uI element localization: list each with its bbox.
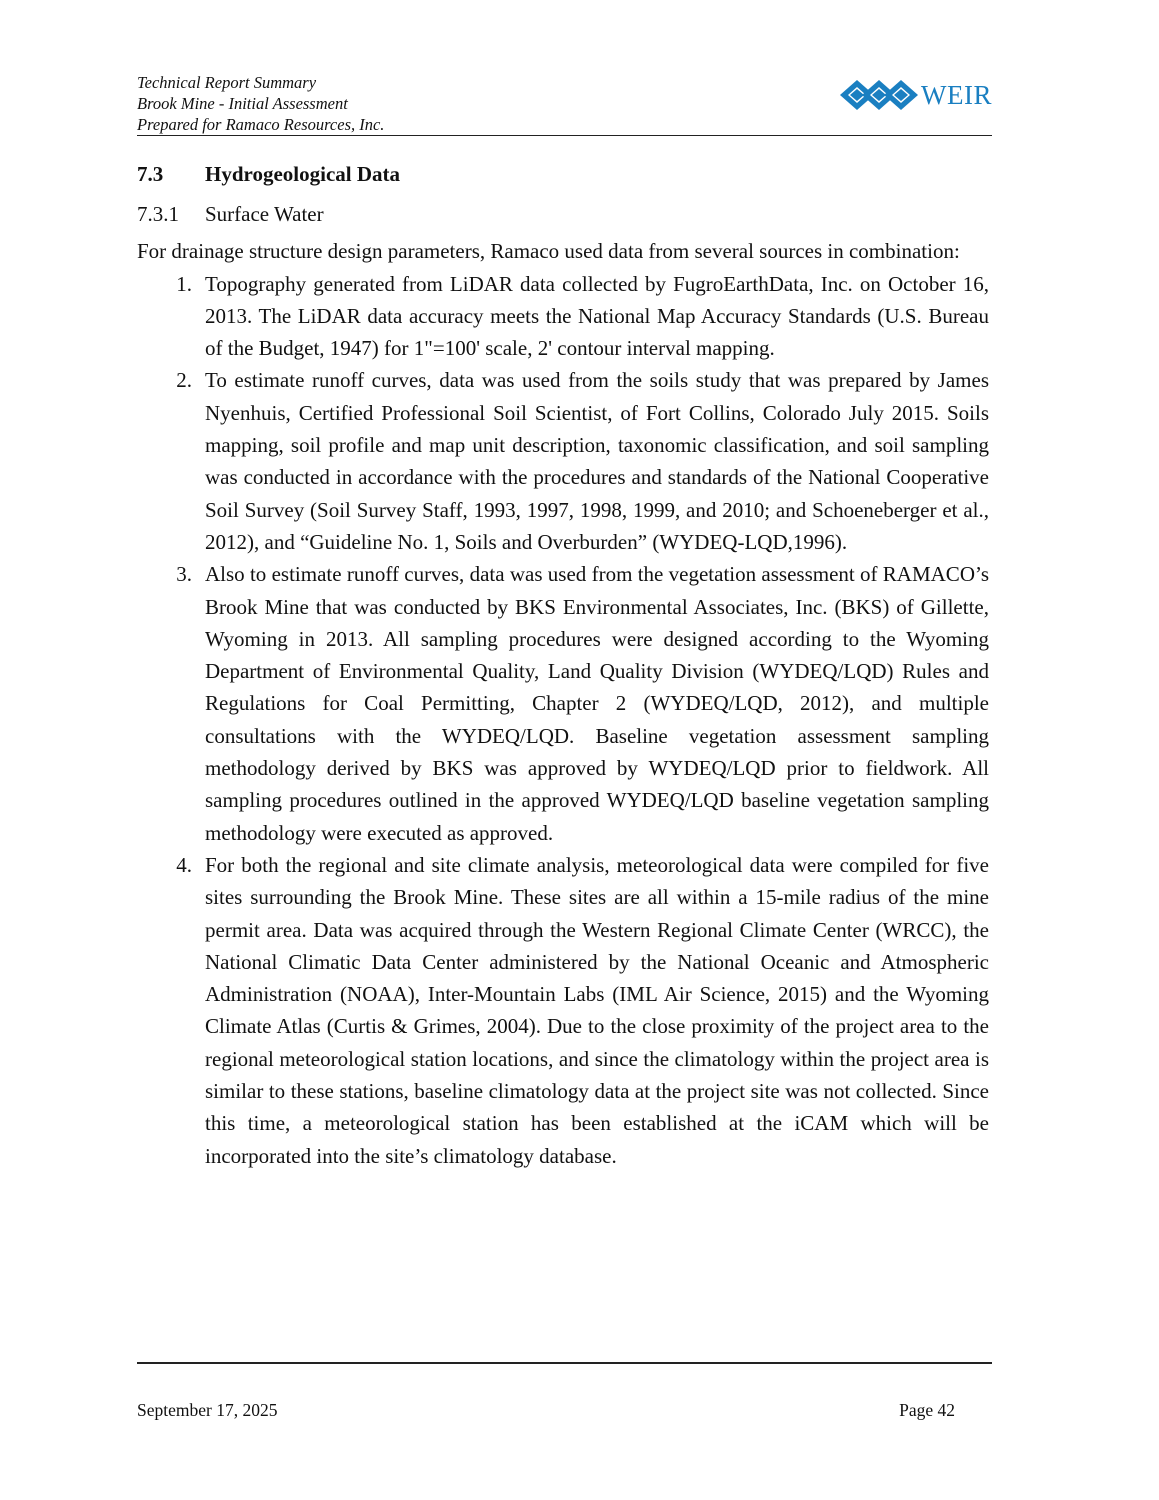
chevron-diamonds-icon bbox=[840, 78, 920, 112]
page-number: Page 42 bbox=[899, 1400, 955, 1420]
subsection-number: 7.3.1 bbox=[137, 202, 179, 226]
header-line-project: Brook Mine - Initial Assessment bbox=[137, 94, 348, 113]
list-item-text: Also to estimate runoff curves, data was used from the vegetation assessment of RAMACO’s Brook Mine that was conducted by BKS Environmental Associates, Inc. (BKS) of Gillette, Wyoming in 2013. All sampling procedures were designed according to the Wyoming Department of Environmental Quality, Land Quality Division (WYDEQ/LQD) Rules and Regulations for Coal Permitting, Chapter 2 (WYDEQ/LQD, 2012), and multiple consultations with the WYDEQ/LQD. Baseline vegetation assessment sampling methodology derived by BKS was approved by WYDEQ/LQD prior to fieldwork. All sampling procedures outlined in the approved WYDEQ/LQD baseline vegetation sampling methodology were executed as approved. bbox=[205, 562, 989, 845]
weir-logo bbox=[840, 78, 992, 112]
list-item bbox=[137, 849, 989, 1172]
list-item-number: 3. bbox=[176, 562, 192, 587]
list-item bbox=[137, 268, 989, 365]
list-item-number: 1. bbox=[176, 271, 192, 296]
list-item bbox=[137, 364, 989, 558]
section-number: 7.3 bbox=[137, 162, 164, 186]
list-item-number: 4. bbox=[176, 852, 192, 877]
footer-date: September 17, 2025 bbox=[137, 1400, 278, 1420]
subsection-heading bbox=[137, 198, 989, 230]
header-line-report-type: Technical Report Summary bbox=[137, 73, 317, 92]
list-item-text: To estimate runoff curves, data was used from the soils study that was prepared by James Nyenhuis, Certified Professional Soil Scientist, of Fort Collins, Colorado July 2015. Soils mapping, soil profile and map unit description, taxonomic classification, and soil sampling was conducted in accordance with the procedures and standards of the National Cooperative Soil Survey (Soil Survey Staff, 1993, 1997, 1998, 1999, and 2010; and Schoeneberger et al., 2012), and “Guideline No. 1, Soils and Overburden” (WYDEQ-LQD,1996). bbox=[205, 368, 989, 554]
logo-wordmark: WEIR bbox=[921, 80, 992, 110]
section-title: Hydrogeological Data bbox=[205, 162, 401, 186]
page-footer bbox=[137, 1400, 955, 1421]
list-item-text: Topography generated from LiDAR data collected by FugroEarthData, Inc. on October 16, 2013. The LiDAR data accuracy meets the National Map Accuracy Standards (U.S. Bureau of the Budget, 1947) for 1"=100' scale, 2' contour interval mapping. bbox=[205, 271, 989, 361]
page-body bbox=[137, 158, 989, 1172]
header-line-client: Prepared for Ramaco Resources, Inc. bbox=[137, 115, 385, 134]
page-header bbox=[137, 70, 992, 136]
footer-divider bbox=[137, 1362, 992, 1364]
intro-paragraph: For drainage structure design parameters, Ramaco used data from several sources in combination: bbox=[137, 239, 960, 264]
header-title-block bbox=[137, 72, 384, 135]
section-heading bbox=[137, 158, 989, 188]
data-sources-list bbox=[137, 268, 989, 1172]
list-item bbox=[137, 558, 989, 849]
subsection-title: Surface Water bbox=[205, 202, 324, 226]
list-item-number: 2. bbox=[176, 368, 192, 393]
list-item-text: For both the regional and site climate analysis, meteorological data were compiled for five sites surrounding the Brook Mine. These sites are all within a 15-mile radius of the mine permit area. Data was acquired through the Western Regional Climate Center (WRCC), the National Climatic Data Center administered by the National Oceanic and Atmospheric Administration (NOAA), Inter-Mountain Labs (IML Air Science, 2015) and the Wyoming Climate Atlas (Curtis & Grimes, 2004). Due to the close proximity of the project area to the regional meteorological station locations, and since the climatology within the project area is similar to these stations, baseline climatology data at the project site was not collected. Since this time, a meteorological station has been established at the iCAM which will be incorporated into the site’s climatology database. bbox=[205, 852, 989, 1168]
header-divider bbox=[137, 135, 992, 136]
